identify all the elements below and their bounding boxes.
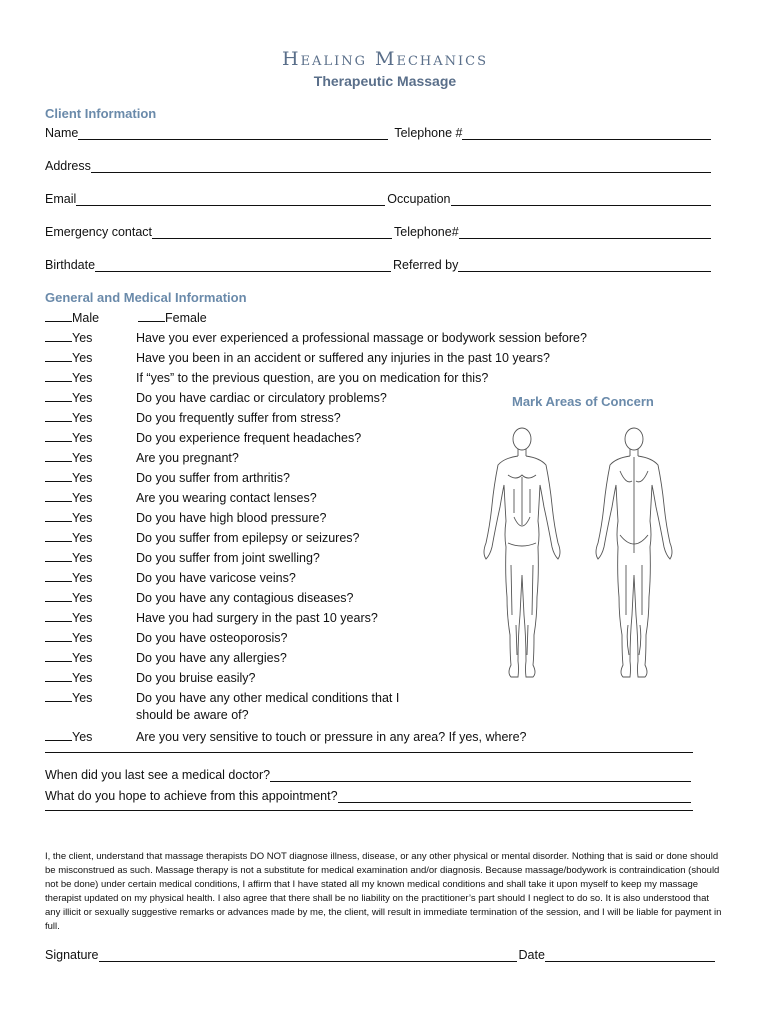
question-text: Do you suffer from epilepsy or seizures? xyxy=(136,531,360,545)
birthdate-field[interactable] xyxy=(95,259,391,272)
question-row xyxy=(45,689,505,707)
yes-checkbox[interactable] xyxy=(45,589,72,602)
body-diagram[interactable] xyxy=(478,425,678,683)
yes-label: Yes xyxy=(72,451,93,465)
question-row xyxy=(45,569,505,587)
yes-label: Yes xyxy=(72,531,93,545)
hope-field[interactable] xyxy=(338,790,691,803)
question-row xyxy=(45,449,505,467)
yes-checkbox[interactable] xyxy=(45,529,72,542)
yes-label: Yes xyxy=(72,511,93,525)
consent-paragraph: I, the client, understand that massage therapists DO NOT diagnose illness, disease, or any other physical or mental disorder. Nothing that is said or done should be misconstrued as such. Massage therapy is not a substitute for medical examination and/or diagnosis. Because massage/bodywork is contraindication (should not be done) under certain medical conditions, I affirm that I have stated all my known medical conditions and shall take it upon myself to keep my massage therapist updated on my physical health. I also agree that there shall be no liability on the practitioner’s part should I neglect to do so. It is also understood that any illicit or sexually suggestive remarks or advances made by me, the client, will result in immediate termination of the session, and I will be liable for payment in full. xyxy=(45,851,722,932)
referred-by-label: Referred by xyxy=(393,258,459,272)
yes-label: Yes xyxy=(72,491,93,505)
emergency-telephone-field[interactable] xyxy=(459,226,711,239)
question-row xyxy=(45,609,505,627)
question-text: Do you suffer from joint swelling? xyxy=(136,551,320,565)
yes-label: Yes xyxy=(72,691,93,705)
yes-label: Yes xyxy=(72,631,93,645)
yes-checkbox[interactable] xyxy=(45,549,72,562)
yes-checkbox[interactable] xyxy=(45,369,72,382)
yes-checkbox[interactable] xyxy=(45,509,72,522)
question-text: If “yes” to the previous question, are you on medication for this? xyxy=(136,371,489,385)
doctor-field[interactable] xyxy=(270,769,691,782)
question-text: Have you ever experienced a professional massage or bodywork session before? xyxy=(136,331,587,345)
doctor-row xyxy=(45,768,693,782)
yes-label: Yes xyxy=(72,651,93,665)
yes-checkbox[interactable] xyxy=(45,629,72,642)
signature-field[interactable] xyxy=(99,949,517,962)
back-body-figure xyxy=(596,428,672,677)
yes-label: Yes xyxy=(72,611,93,625)
yes-label: Yes xyxy=(72,591,93,605)
yes-checkbox[interactable] xyxy=(45,329,72,342)
question-text: Do you have high blood pressure? xyxy=(136,511,327,525)
question-text: Do you bruise easily? xyxy=(136,671,256,685)
yes-checkbox[interactable] xyxy=(45,609,72,622)
email-field[interactable] xyxy=(76,193,385,206)
question-text: Do you have any contagious diseases? xyxy=(136,591,354,605)
hope-row xyxy=(45,789,693,803)
address-label: Address xyxy=(45,159,91,173)
yes-label: Yes xyxy=(72,331,93,345)
question-continuation: should be aware of? xyxy=(136,708,249,722)
front-body-figure xyxy=(484,428,560,677)
yes-label: Yes xyxy=(72,411,93,425)
question-row xyxy=(45,509,505,527)
question-row xyxy=(45,429,505,447)
question-row xyxy=(45,629,505,647)
question-text: Have you been in an accident or suffered any injuries in the past 10 years? xyxy=(136,351,550,365)
question-text: Do you frequently suffer from stress? xyxy=(136,411,341,425)
sensitivity-answer-line[interactable] xyxy=(45,752,693,753)
referred-by-field[interactable] xyxy=(458,259,711,272)
question-text: Do you have any other medical conditions that I xyxy=(136,691,400,705)
question-row xyxy=(45,489,505,507)
yes-label: Yes xyxy=(72,471,93,485)
female-checkbox[interactable] xyxy=(138,309,165,322)
yes-label: Yes xyxy=(72,351,93,365)
hope-extra-line[interactable] xyxy=(45,810,693,811)
question-text: Do you have cardiac or circulatory problems? xyxy=(136,391,387,405)
hope-label: What do you hope to achieve from this appointment? xyxy=(45,789,338,803)
male-checkbox[interactable] xyxy=(45,309,72,322)
yes-label: Yes xyxy=(72,671,93,685)
medical-info-heading: General and Medical Information xyxy=(45,290,247,305)
business-title: Healing Mechanics xyxy=(282,48,488,70)
yes-checkbox[interactable] xyxy=(45,569,72,582)
female-label: Female xyxy=(165,311,207,325)
question-row xyxy=(45,409,505,427)
question-row xyxy=(45,728,645,746)
emergency-row xyxy=(45,225,713,239)
name-telephone-row xyxy=(45,126,713,140)
question-text: Are you wearing contact lenses? xyxy=(136,491,317,505)
question-row xyxy=(45,669,505,687)
yes-label: Yes xyxy=(72,571,93,585)
yes-checkbox[interactable] xyxy=(45,429,72,442)
question-row xyxy=(45,469,505,487)
question-row xyxy=(45,369,505,387)
yes-checkbox[interactable] xyxy=(45,489,72,502)
yes-checkbox[interactable] xyxy=(45,409,72,422)
address-field[interactable] xyxy=(91,160,711,173)
business-subtitle: Therapeutic Massage xyxy=(313,73,457,89)
gender-row xyxy=(45,309,207,327)
address-row xyxy=(45,159,713,173)
emergency-contact-field[interactable] xyxy=(152,226,392,239)
yes-label: Yes xyxy=(72,391,93,405)
telephone-label: Telephone # xyxy=(394,126,463,140)
yes-checkbox[interactable] xyxy=(45,449,72,462)
question-text: Do you have any allergies? xyxy=(136,651,287,665)
yes-checkbox[interactable] xyxy=(45,728,72,741)
client-info-heading: Client Information xyxy=(45,106,157,121)
question-row xyxy=(45,549,505,567)
emergency-contact-label: Emergency contact xyxy=(45,225,152,239)
birthdate-referred-row xyxy=(45,258,713,272)
emergency-telephone-label: Telephone# xyxy=(394,225,459,239)
date-field[interactable] xyxy=(545,949,715,962)
yes-label: Yes xyxy=(72,431,93,445)
signature-label: Signature xyxy=(45,948,99,962)
question-row xyxy=(45,589,505,607)
question-text: Are you pregnant? xyxy=(136,451,239,465)
birthdate-label: Birthdate xyxy=(45,258,96,272)
email-label: Email xyxy=(45,192,77,206)
yes-label: Yes xyxy=(72,730,93,744)
yes-label: Yes xyxy=(72,371,93,385)
question-row xyxy=(45,649,505,667)
yes-checkbox[interactable] xyxy=(45,649,72,662)
yes-checkbox[interactable] xyxy=(45,669,72,682)
yes-checkbox[interactable] xyxy=(45,389,72,402)
question-text: Do you suffer from arthritis? xyxy=(136,471,290,485)
occupation-field[interactable] xyxy=(451,193,712,206)
yes-label: Yes xyxy=(72,551,93,565)
question-row xyxy=(45,349,550,367)
yes-checkbox[interactable] xyxy=(45,689,72,702)
question-row xyxy=(45,329,587,347)
doctor-label: When did you last see a medical doctor? xyxy=(45,768,271,782)
question-row xyxy=(45,389,505,407)
signature-row xyxy=(45,948,717,962)
email-occupation-row xyxy=(45,192,713,206)
yes-checkbox[interactable] xyxy=(45,349,72,362)
name-field[interactable] xyxy=(78,127,388,140)
question-text: Do you have varicose veins? xyxy=(136,571,296,585)
date-label: Date xyxy=(518,948,545,962)
mark-areas-heading: Mark Areas of Concern xyxy=(512,394,654,409)
question-text: Are you very sensitive to touch or pressure in any area? If yes, where? xyxy=(136,730,527,744)
question-row xyxy=(45,529,505,547)
male-label: Male xyxy=(72,311,100,325)
question-text: Do you experience frequent headaches? xyxy=(136,431,362,445)
yes-checkbox[interactable] xyxy=(45,469,72,482)
question-text: Do you have osteoporosis? xyxy=(136,631,288,645)
occupation-label: Occupation xyxy=(387,192,451,206)
name-label: Name xyxy=(45,126,79,140)
question-text: Have you had surgery in the past 10 years? xyxy=(136,611,378,625)
telephone-field[interactable] xyxy=(462,127,711,140)
